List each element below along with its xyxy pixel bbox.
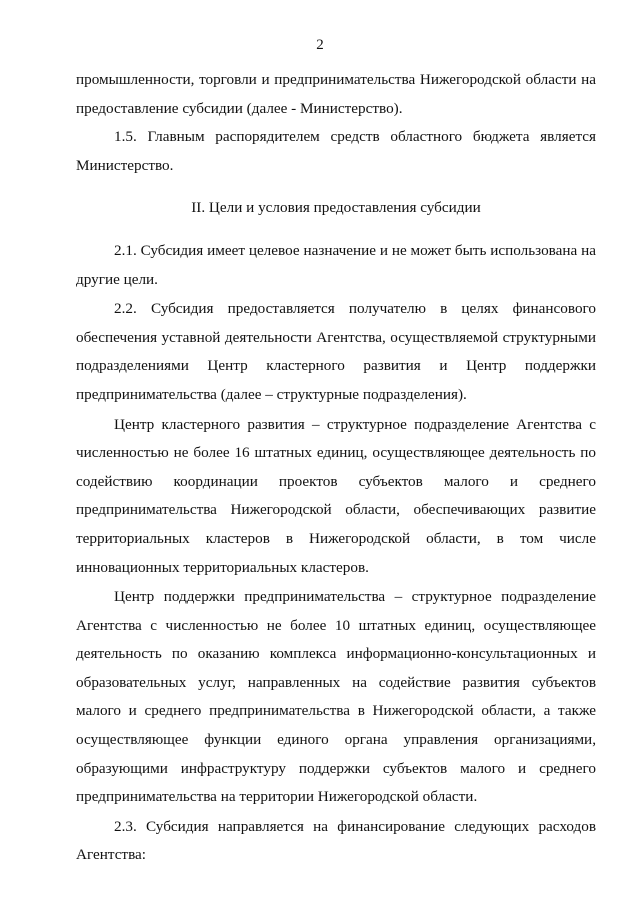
paragraph-cluster-center: Центр кластерного развития – структурное подразделение Агентства с численностью не более 16 штатных единиц, осуществляющее деятельность по содействию координации проектов субъектов малого и среднего предпринимательства Нижегородской области, обеспечивающих развитие территориальных кластеров в Нижегородской области, в том числе инновационных территориальных кластеров.	[76, 415, 596, 576]
paragraph-2-1: 2.1. Субсидия имеет целевое назначение и не может быть использована на другие цели.	[76, 241, 596, 288]
section-heading: II. Цели и условия предоставления субсидии	[191, 199, 481, 217]
paragraph-continuation: промышленности, торговли и предпринимательства Нижегородской области на предоставление субсидии (далее - Министерство).	[76, 71, 596, 117]
paragraph-2-3: 2.3. Субсидия направляется на финансирование следующих расходов Агентства:	[76, 817, 596, 864]
document-body	[76, 66, 596, 870]
paragraph-1-5: 1.5. Главным распорядителем средств областного бюджета является Министерство.	[76, 128, 596, 174]
page-number: 2	[316, 37, 324, 53]
paragraph-support-center: Центр поддержки предпринимательства – структурное подразделение Агентства с численностью не более 10 штатных единиц, осуществляющее деятельность по оказанию комплекса информационно-консультационных и образовательных услуг, направленных на содействие развития субъектов малого и среднего предпринимательства в Нижегородской области, а также осуществляющее функции единого органа управления организациями, образующими инфраструктуру поддержки субъектов малого и среднего предпринимательства на территории Нижегородской области.	[76, 588, 596, 806]
paragraph-2-2: 2.2. Субсидия предоставляется получателю в целях финансового обеспечения уставной деятельности Агентства, осуществляемой структурными подразделениями Центр кластерного развития и Центр поддержки предпринимательства (далее – структурные подразделения).	[76, 300, 596, 403]
